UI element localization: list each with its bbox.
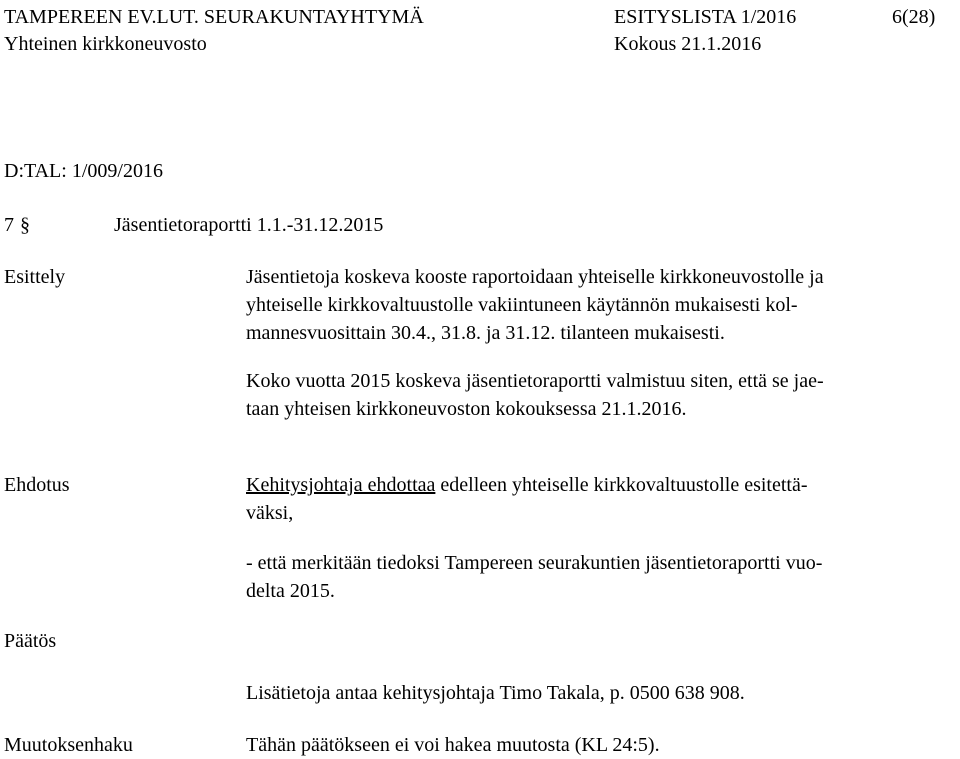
header-page-number: 6(28) [892,6,936,28]
ehdotus-paragraph [246,471,946,527]
esittely-p1-line: mannesvuosittain 30.4., 31.8. ja 31.12. tilanteen mukaisesti. [246,322,725,344]
header-agenda-number: ESITYSLISTA 1/2016 [614,6,797,28]
ehdotus-line-2: väksi, [246,502,294,524]
ehdotus-bullet-line: - että merkitään tiedoksi Tampereen seurakuntien jäsentietoraportti vuo- [246,552,823,574]
ehdotus-bullet-line: delta 2015. [246,580,335,602]
ehdotus-label: Ehdotus [4,474,70,496]
item-number: 7 [4,214,14,236]
muutoksenhaku-text: Tähän päätökseen ei voi hakea muutosta (KL 24:5). [246,734,660,756]
ehdotus-line1-rest: edelleen yhteiselle kirkkovaltuustolle esitettä- [435,474,808,496]
ehdotus-proposer: Kehitysjohtaja ehdottaa [246,474,436,496]
ehdotus-bullet [246,549,946,605]
muutoksenhaku-label: Muutoksenhaku [4,734,133,756]
contact-info: Lisätietoja antaa kehitysjohtaja Timo Takala, p. 0500 638 908. [246,682,745,704]
esittely-paragraph-2 [246,367,946,423]
esittely-label: Esittely [4,266,66,288]
item-title: Jäsentietoraportti 1.1.-31.12.2015 [114,214,384,236]
paatos-label: Päätös [4,630,57,652]
header-meeting-date: Kokous 21.1.2016 [614,33,762,55]
esittely-p2-line: taan yhteisen kirkkoneuvoston kokouksessa 21.1.2016. [246,398,687,420]
esittely-p1-line: yhteiselle kirkkovaltuustolle vakiintuneen käytännön mukaisesti kol- [246,294,798,316]
item-heading [4,211,383,239]
esittely-p2-line: Koko vuotta 2015 koskeva jäsentietoraportti valmistuu siten, että se jae- [246,370,824,392]
header-organization: TAMPEREEN EV.LUT. SEURAKUNTAYHTYMÄ [4,6,424,28]
esittely-p1-line: Jäsentietoja koskeva kooste raportoidaan yhteiselle kirkkoneuvostolle ja [246,266,824,288]
section-symbol: § [20,214,30,236]
ehdotus-line-1 [246,471,946,499]
record-id: D:TAL: 1/009/2016 [4,160,163,182]
esittely-paragraph-1 [246,263,946,347]
header-body-name: Yhteinen kirkkoneuvosto [4,33,207,55]
